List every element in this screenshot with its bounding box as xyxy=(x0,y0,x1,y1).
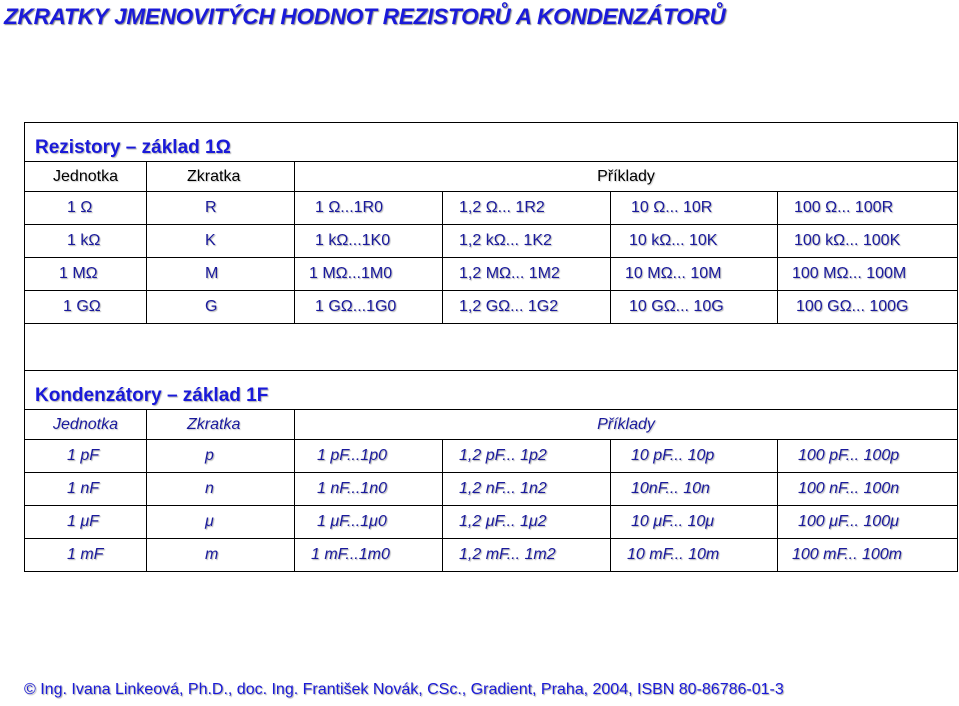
capacitors-heading-row xyxy=(25,371,958,410)
spacer-cell xyxy=(25,324,958,371)
cell-example: 10 GΩ... 10G xyxy=(611,291,778,324)
cell-example: 1,2 nF... 1n2 xyxy=(443,473,611,506)
cell-example: 10 mF... 10m xyxy=(611,539,778,572)
cell-example: 1 kΩ...1K0 xyxy=(295,225,443,258)
cell-example: 1,2 Ω... 1R2 xyxy=(443,192,611,225)
cell-abbreviation: K xyxy=(147,225,295,258)
table-row xyxy=(25,225,958,258)
cell-abbreviation: μ xyxy=(147,506,295,539)
cell-example: 100 μF... 100μ xyxy=(778,506,958,539)
cell-example: 100 kΩ... 100K xyxy=(778,225,958,258)
header-unit: Jednotka xyxy=(25,162,147,192)
page-title: ZKRATKY JMENOVITÝCH HODNOT REZISTORŮ A KONDENZÁTORŮ xyxy=(4,4,726,29)
abbreviations-table xyxy=(24,122,958,572)
cell-abbreviation: p xyxy=(147,440,295,473)
cell-example: 10 μF... 10μ xyxy=(611,506,778,539)
cell-example: 1 MΩ...1M0 xyxy=(295,258,443,291)
resistors-heading: Rezistory – základ 1Ω xyxy=(25,123,958,162)
cell-unit: 1 Ω xyxy=(25,192,147,225)
cell-example: 100 MΩ... 100M xyxy=(778,258,958,291)
cell-unit: 1 MΩ xyxy=(25,258,147,291)
cell-example: 10 kΩ... 10K xyxy=(611,225,778,258)
cell-example: 10 pF... 10p xyxy=(611,440,778,473)
header-unit: Jednotka xyxy=(25,410,147,440)
cell-example: 100 GΩ... 100G xyxy=(778,291,958,324)
cell-unit: 1 nF xyxy=(25,473,147,506)
cell-example: 1 mF...1m0 xyxy=(295,539,443,572)
capacitors-header-row xyxy=(25,410,958,440)
table-row xyxy=(25,473,958,506)
cell-example: 1,2 kΩ... 1K2 xyxy=(443,225,611,258)
cell-example: 100 mF... 100m xyxy=(778,539,958,572)
header-examples: Příklady xyxy=(295,410,958,440)
cell-example: 100 pF... 100p xyxy=(778,440,958,473)
cell-unit: 1 mF xyxy=(25,539,147,572)
header-abbreviation: Zkratka xyxy=(147,162,295,192)
cell-example: 1,2 MΩ... 1M2 xyxy=(443,258,611,291)
table-row xyxy=(25,539,958,572)
resistors-heading-row xyxy=(25,123,958,162)
cell-abbreviation: G xyxy=(147,291,295,324)
copyright-footer: © Ing. Ivana Linkeová, Ph.D., doc. Ing. František Novák, CSc., Gradient, Praha, 2004, ISBN 80-86786-01-3 xyxy=(24,681,784,698)
spacer-row xyxy=(25,324,958,371)
cell-example: 1,2 pF... 1p2 xyxy=(443,440,611,473)
cell-abbreviation: n xyxy=(147,473,295,506)
header-examples: Příklady xyxy=(295,162,958,192)
cell-unit: 1 kΩ xyxy=(25,225,147,258)
cell-example: 1 nF...1n0 xyxy=(295,473,443,506)
cell-example: 1,2 μF... 1μ2 xyxy=(443,506,611,539)
cell-example: 10 MΩ... 10M xyxy=(611,258,778,291)
cell-abbreviation: M xyxy=(147,258,295,291)
table-row xyxy=(25,440,958,473)
cell-abbreviation: m xyxy=(147,539,295,572)
cell-unit: 1 GΩ xyxy=(25,291,147,324)
cell-example: 10nF... 10n xyxy=(611,473,778,506)
cell-example: 1 μF...1μ0 xyxy=(295,506,443,539)
cell-example: 100 Ω... 100R xyxy=(778,192,958,225)
table-row xyxy=(25,291,958,324)
cell-example: 1 GΩ...1G0 xyxy=(295,291,443,324)
cell-example: 1 Ω...1R0 xyxy=(295,192,443,225)
cell-example: 10 Ω... 10R xyxy=(611,192,778,225)
cell-example: 1,2 mF... 1m2 xyxy=(443,539,611,572)
cell-example: 1,2 GΩ... 1G2 xyxy=(443,291,611,324)
cell-example: 100 nF... 100n xyxy=(778,473,958,506)
cell-example: 1 pF...1p0 xyxy=(295,440,443,473)
cell-unit: 1 μF xyxy=(25,506,147,539)
cell-abbreviation: R xyxy=(147,192,295,225)
header-abbreviation: Zkratka xyxy=(147,410,295,440)
table-row xyxy=(25,192,958,225)
capacitors-heading: Kondenzátory – základ 1F xyxy=(25,371,958,410)
table-row xyxy=(25,506,958,539)
table-row xyxy=(25,258,958,291)
cell-unit: 1 pF xyxy=(25,440,147,473)
resistors-header-row xyxy=(25,162,958,192)
